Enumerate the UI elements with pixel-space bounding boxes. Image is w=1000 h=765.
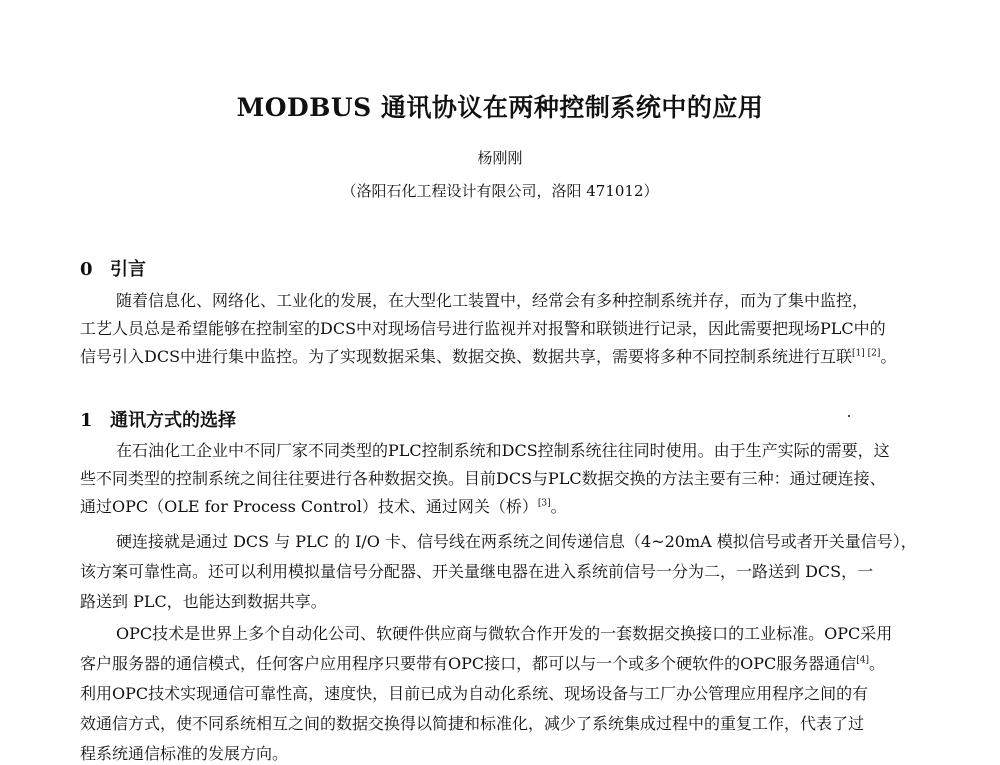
paragraph-line: 随着信息化、网络化、工业化的发展，在大型化工装置中，经常会有多种控制系统并存，而为了集中监控， xyxy=(116,291,869,310)
section-number: 1 xyxy=(80,410,93,431)
citation-ref: [4] xyxy=(856,655,870,666)
paragraph-line: OPC技术是世界上多个自动化公司、软硬件供应商与微软合作开发的一套数据交换接口的工业标准。OPC采用 xyxy=(116,624,893,643)
citation-ref: [3] xyxy=(537,498,551,509)
paragraph-text-end: 。 xyxy=(550,497,567,516)
paragraph-line: 些不同类型的控制系统之间往往要进行各种数据交换。目前DCS与PLC数据交换的方法主要有三种：通过硬连接、 xyxy=(80,469,886,488)
author-name: 杨刚刚 xyxy=(477,149,523,167)
citation-ref: [1] [2] xyxy=(852,348,881,359)
paragraph-line xyxy=(80,496,567,518)
section-number: 0 xyxy=(80,259,93,280)
paragraph-line: 路送到 PLC，也能达到数据共享。 xyxy=(80,592,327,611)
paragraph-text-end: 。 xyxy=(869,654,886,673)
section-heading-communication xyxy=(80,406,236,432)
paper-title: MODBUS 通讯协议在两种控制系统中的应用 xyxy=(236,93,764,122)
section-title: 引言 xyxy=(110,259,146,280)
paragraph-line: 利用OPC技术实现通信可靠性高，速度快，目前已成为自动化系统、现场设备与工厂办公管理应用程序之间的有 xyxy=(80,684,869,703)
paragraph-line: 效通信方式，使不同系统相互之间的数据交换得以简捷和标准化，减少了系统集成过程中的重复工作，代表了过 xyxy=(80,714,865,733)
paragraph-line: 程系统通信标准的发展方向。 xyxy=(80,744,289,763)
paragraph-text-end: 。 xyxy=(880,347,897,366)
paragraph-line: 硬连接就是通过 DCS 与 PLC 的 I/O 卡、信号线在两系统之间传递信息（4~20mA 模拟信号或者开关量信号）， xyxy=(116,532,917,551)
paragraph-text: 通过OPC（OLE for Process Control）技术、通过网关（桥） xyxy=(80,497,538,516)
section-heading-introduction xyxy=(80,255,146,281)
section-title: 通讯方式的选择 xyxy=(110,410,236,431)
paragraph-line: 工艺人员总是希望能够在控制室的DCS中对现场信号进行监视并对报警和联锁进行记录，因此需要把现场PLC中的 xyxy=(80,319,886,338)
author-affiliation: （洛阳石化工程设计有限公司，洛阳 471012） xyxy=(341,182,659,200)
scan-speck xyxy=(848,415,850,417)
paragraph-text: 信号引入DCS中进行集中监控。为了实现数据采集、数据交换、数据共享，需要将多种不同控制系统进行互联 xyxy=(80,347,853,366)
paragraph-line xyxy=(80,346,896,368)
paragraph-text: 客户服务器的通信模式，任何客户应用程序只要带有OPC接口，都可以与一个或多个硬软件的OPC服务器通信 xyxy=(80,654,857,673)
paragraph-line xyxy=(80,653,885,675)
paragraph-line: 该方案可靠性高。还可以利用模拟量信号分配器、开关量继电器在进入系统前信号一分为二，一路送到 DCS，一 xyxy=(80,562,874,581)
paragraph-line: 在石油化工企业中不同厂家不同类型的PLC控制系统和DCS控制系统往往同时使用。由于生产实际的需要，这 xyxy=(116,441,890,460)
